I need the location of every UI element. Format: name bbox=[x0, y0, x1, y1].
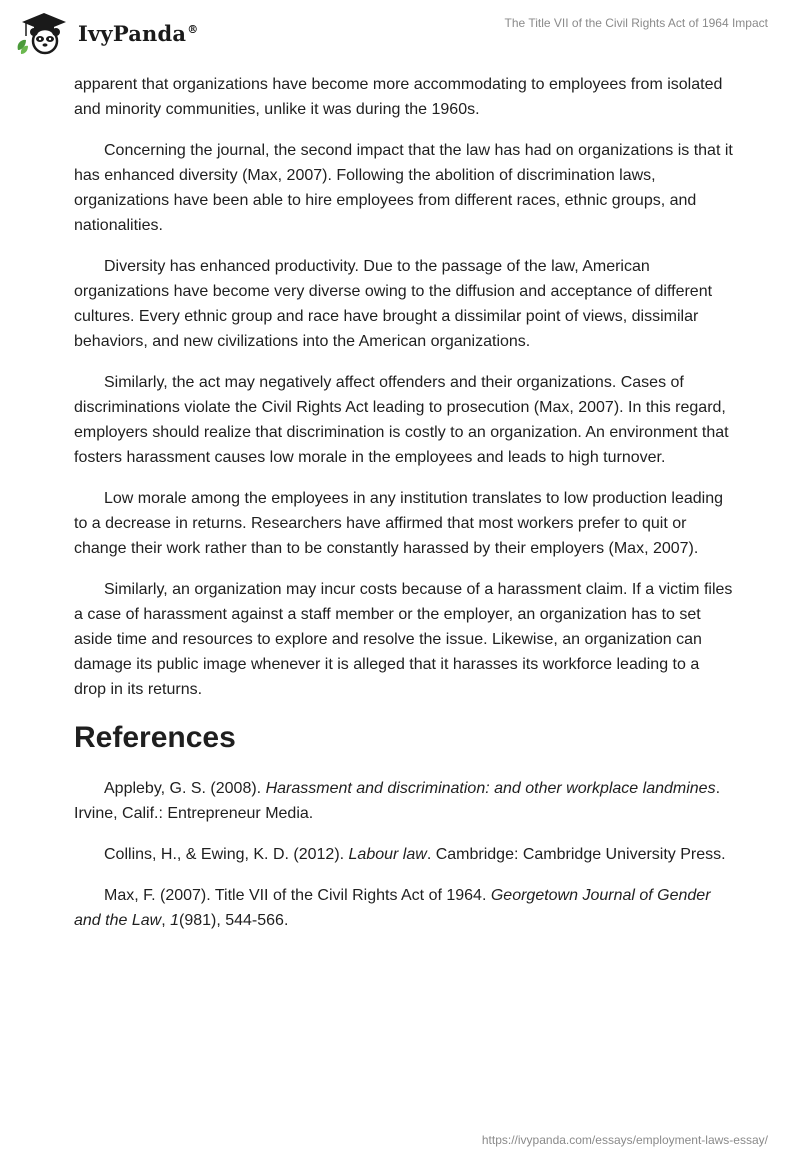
reference-max-journal: Georgetown Journal of Gender and the Law bbox=[74, 887, 711, 929]
reference-appleby-title: Harassment and discrimination: and other workplace landmines bbox=[265, 780, 716, 797]
reference-collins-author: Collins, H., & Ewing, K. D. (2012). bbox=[104, 846, 349, 863]
reference-max-author: Max, F. (2007). Title VII of the Civil Rights Act of 1964. bbox=[104, 887, 491, 904]
paragraph-continuation: apparent that organizations have become more accommodating to employees from isolated and minority communities, unlike it was during the 1960s. bbox=[74, 76, 723, 118]
reference-collins-publisher: . Cambridge: Cambridge University Press. bbox=[426, 846, 726, 863]
reference-max-pages: (981), 544-566. bbox=[178, 912, 289, 929]
reference-collins-title: Labour law bbox=[348, 846, 427, 863]
paragraph-diversity: Concerning the journal, the second impact that the law has had on organizations is that it has enhanced diversity (Max, 2007). Following the abolition of discrimination laws, organizations have been able to hire employees from different races, ethnic groups, and nationalities. bbox=[74, 142, 733, 234]
document-title: The Title VII of the Civil Rights Act of 1964 Impact bbox=[504, 16, 768, 30]
page-header bbox=[0, 0, 800, 70]
paragraph-productivity: Diversity has enhanced productivity. Due to the passage of the law, American organizations have become very diverse owing to the diffusion and acceptance of different cultures. Every ethnic group and race have brought a dissimilar point of views, dissimilar behaviors, and new civilizations into the American organizations. bbox=[74, 258, 713, 350]
essay-content bbox=[74, 72, 734, 949]
paragraph-low-morale: Low morale among the employees in any institution translates to low production leading to a decrease in returns. Researchers have affirmed that most workers prefer to quit or change their work rather than to be constantly harassed by their employers (Max, 2007). bbox=[74, 490, 724, 557]
reference-max-volume: 1 bbox=[170, 912, 179, 929]
paragraph-offenders: Similarly, the act may negatively affect offenders and their organizations. Cases of discriminations violate the Civil Rights Act leading to prosecution (Max, 2007). In this regard, employers should realize that discrimination is costly to an organization. An environment that fosters harassment causes low morale in the employees and leads to high turnover. bbox=[74, 374, 729, 466]
paragraph-harassment-costs: Similarly, an organization may incur costs because of a harassment claim. If a victim files a case of harassment against a staff member or the employer, an organization has to set aside time and resources to explore and resolve the issue. Likewise, an organization can damage its public image whenever it is alleged that it harasses its workforce leading to a drop in its returns. bbox=[74, 581, 733, 698]
brand-name-text: IvyPanda bbox=[78, 20, 187, 46]
registered-mark: ® bbox=[187, 22, 199, 36]
reference-max-separator: , bbox=[161, 912, 171, 929]
panda-graduate-icon bbox=[14, 10, 74, 56]
source-url[interactable]: https://ivypanda.com/essays/employment-laws-essay/ bbox=[481, 1133, 768, 1147]
references-heading: References bbox=[74, 721, 236, 754]
reference-collins bbox=[74, 842, 734, 867]
reference-appleby-author: Appleby, G. S. (2008). bbox=[104, 780, 266, 797]
ivypanda-logo[interactable] bbox=[14, 10, 198, 56]
reference-max bbox=[74, 883, 734, 933]
reference-appleby-publisher: . Irvine, Calif.: Entrepreneur Media. bbox=[74, 780, 721, 822]
brand-name bbox=[78, 21, 198, 46]
reference-appleby bbox=[74, 776, 734, 826]
